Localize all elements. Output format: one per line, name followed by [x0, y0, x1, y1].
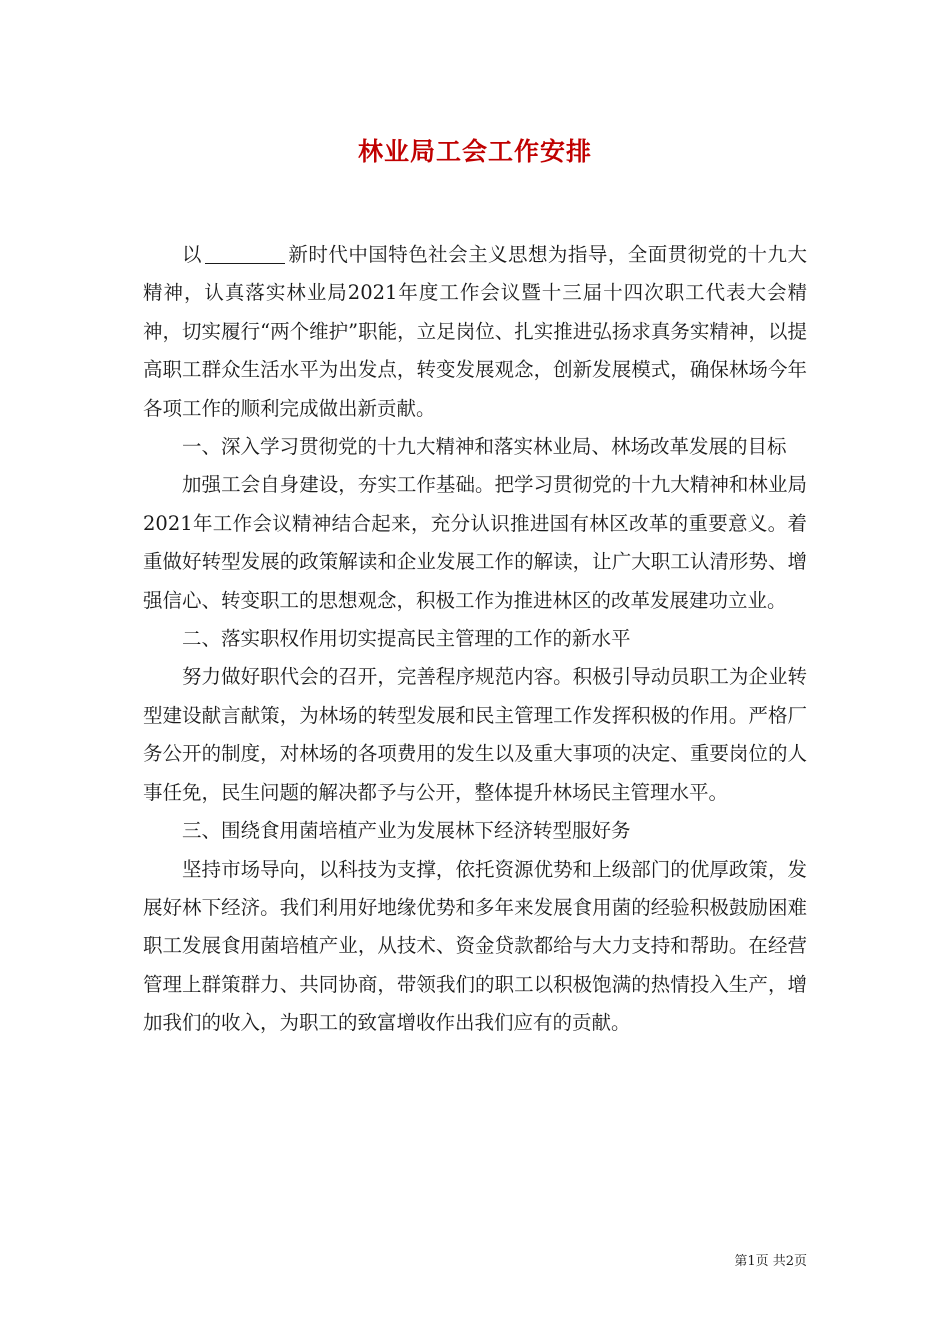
document-body [143, 236, 807, 1043]
section-heading-1: 一、深入学习贯彻党的十九大精神和落实林业局、林场改革发展的目标 [182, 435, 787, 459]
section-heading-2: 二、落实职权作用切实提高民主管理的工作的新水平 [182, 627, 631, 651]
section-body-3: 坚持市场导向，以科技为支撑，依托资源优势和上级部门的优厚政策，发展好林下经济。我们利用好地缘优势和多年来发展食用菌的经验积极鼓励困难职工发展食用菌培植产业，从技术、资金贷款都给与大力支持和帮助。在经营管理上群策群力、共同协商，带领我们的职工以积极饱满的热情投入生产，增加我们的收入，为职工的致富增收作出我们应有的贡献。 [143, 857, 807, 1035]
section-heading-3: 三、围绕食用菌培植产业为发展林下经济转型服好务 [182, 819, 631, 843]
intro-paragraph [143, 236, 807, 428]
intro-prefix: 以 [182, 243, 202, 266]
intro-text: 新时代中国特色社会主义思想为指导，全面贯彻党的十九大精神，认真落实林业局2021年度工作会议暨十三届十四次职工代表大会精神，切实履行“两个维护”职能，立足岗位、扎实推进弘扬求真务实精神，以提高职工群众生活水平为出发点，转变发展观念，创新发展模式，确保林场今年各项工作的顺利完成做出新贡献。 [143, 243, 807, 420]
section-body-2: 努力做好职代会的召开，完善程序规范内容。积极引导动员职工为企业转型建设献言献策，为林场的转型发展和民主管理工作发挥积极的作用。严格厂务公开的制度，对林场的各项费用的发生以及重大事项的决定、重要岗位的人事任免，民生问题的解决都予与公开，整体提升林场民主管理水平。 [143, 665, 807, 804]
page-number: 第1页 共2页 [734, 1254, 807, 1269]
section-body-1: 加强工会自身建设，夯实工作基础。把学习贯彻党的十九大精神和林业局2021年工作会议精神结合起来，充分认识推进国有林区改革的重要意义。着重做好转型发展的政策解读和企业发展工作的解读，让广大职工认清形势、增强信心、转变职工的思想观念，积极工作为推进林区的改革发展建功立业。 [143, 473, 807, 612]
document-title: 林业局工会工作安排 [357, 137, 592, 166]
blank-fill-line [205, 243, 285, 264]
